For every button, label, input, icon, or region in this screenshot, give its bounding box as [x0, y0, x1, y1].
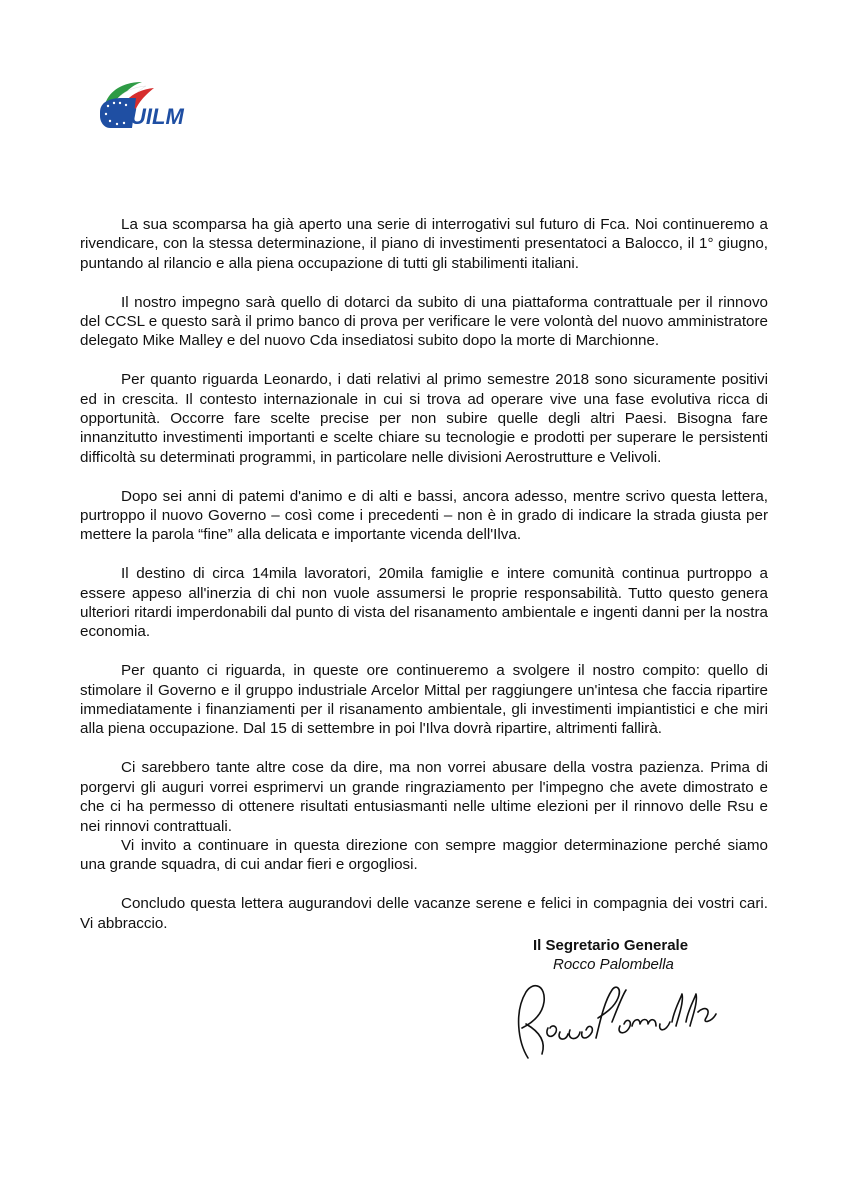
handwritten-signature	[500, 962, 730, 1062]
paragraph-ilva-governo: Dopo sei anni di patemi d'animo e di alti e bassi, ancora adesso, mentre scrivo questa lettera, purtroppo il nuovo Governo – così come i precedenti – non è in grado di indicare la strada giusta per mettere la parola “fine” alla delicata e importante vicenda dell'Ilva.	[80, 487, 768, 544]
paragraph-leonardo: Per quanto riguarda Leonardo, i dati relativi al primo semestre 2018 sono sicuramente positivi ed in crescita. Il contesto internazionale in cui si trova ad operare vive una fase evolutiva ricca di opportunità. Occorre fare scelte precise per non subire quelle degli altri Paesi. Bisogna fare innanzitutto investimenti importanti e scelte chiare su tecnologie e prodotti per superare le persistenti difficoltà su determinati programmi, in particolare nelle divisioni Aerostrutture e Velivoli.	[80, 371, 768, 466]
letter-body	[80, 215, 768, 933]
paragraph-invito: Vi invito a continuare in questa direzione con sempre maggior determinazione perché siamo una grande squadra, di cui andar fieri e orgogliosi.	[80, 836, 768, 874]
paragraph-ringraziamento: Ci sarebbero tante altre cose da dire, ma non vorrei abusare della vostra pazienza. Prima di porgervi gli auguri vorrei esprimervi un grande ringraziamento per l'impegno che avete dimostrato e che ci ha permesso di ottenere risultati entusiasmanti nelle ultime elezioni per il rinnovo delle Rsu e nei rinnovi contrattuali.	[80, 759, 768, 835]
logo-text: UILM	[130, 104, 184, 129]
paragraph-arcelor-mittal: Per quanto ci riguarda, in queste ore continueremo a svolgere il nostro compito: quello di stimolare il Governo e il gruppo industriale Arcelor Mittal per raggiungere un'intesa che faccia ripartire immediatamente i finanziamenti per il risanamento ambientale, gli investimenti impiantistici e che miri alla piena occupazione. Dal 15 di settembre in poi l'Ilva dovrà ripartire, altrimenti fallirà.	[80, 662, 768, 738]
signatory-title: Il Segretario Generale	[533, 937, 689, 954]
paragraph-ilva-lavoratori: Il destino di circa 14mila lavoratori, 20mila famiglie e intere comunità continua purtroppo a essere appeso all'inerzia di chi non vuole assumersi le proprie responsabilità. Tutto questo genera ulteriori ritardi imperdonabili dal punto di vista del risanamento ambientale e ingenti danni per la nostra economia.	[80, 565, 768, 641]
paragraph-conclusione: Concludo questa lettera augurandovi delle vacanze serene e felici in compagnia dei vostri cari. Vi abbraccio.	[80, 895, 768, 932]
paragraph-fca: La sua scomparsa ha già aperto una serie di interrogativi sul futuro di Fca. Noi continueremo a rivendicare, con la stessa determinazione, il piano di investimenti presentatoci a Balocco, il 1° giugno, puntando al rilancio e alla piena occupazione di tutti gli stabilimenti italiani.	[80, 216, 768, 272]
uilm-logo	[96, 76, 200, 132]
paragraph-ccsl: Il nostro impegno sarà quello di dotarci da subito di una piattaforma contrattuale per il rinnovo del CCSL e questo sarà il primo banco di prova per verificare le vere volontà del nuovo amministratore delegato Mike Malley e del nuovo Cda insediatosi subito dopo la morte di Marchionne.	[80, 293, 768, 350]
signatory-name: Rocco Palombella	[553, 956, 674, 973]
